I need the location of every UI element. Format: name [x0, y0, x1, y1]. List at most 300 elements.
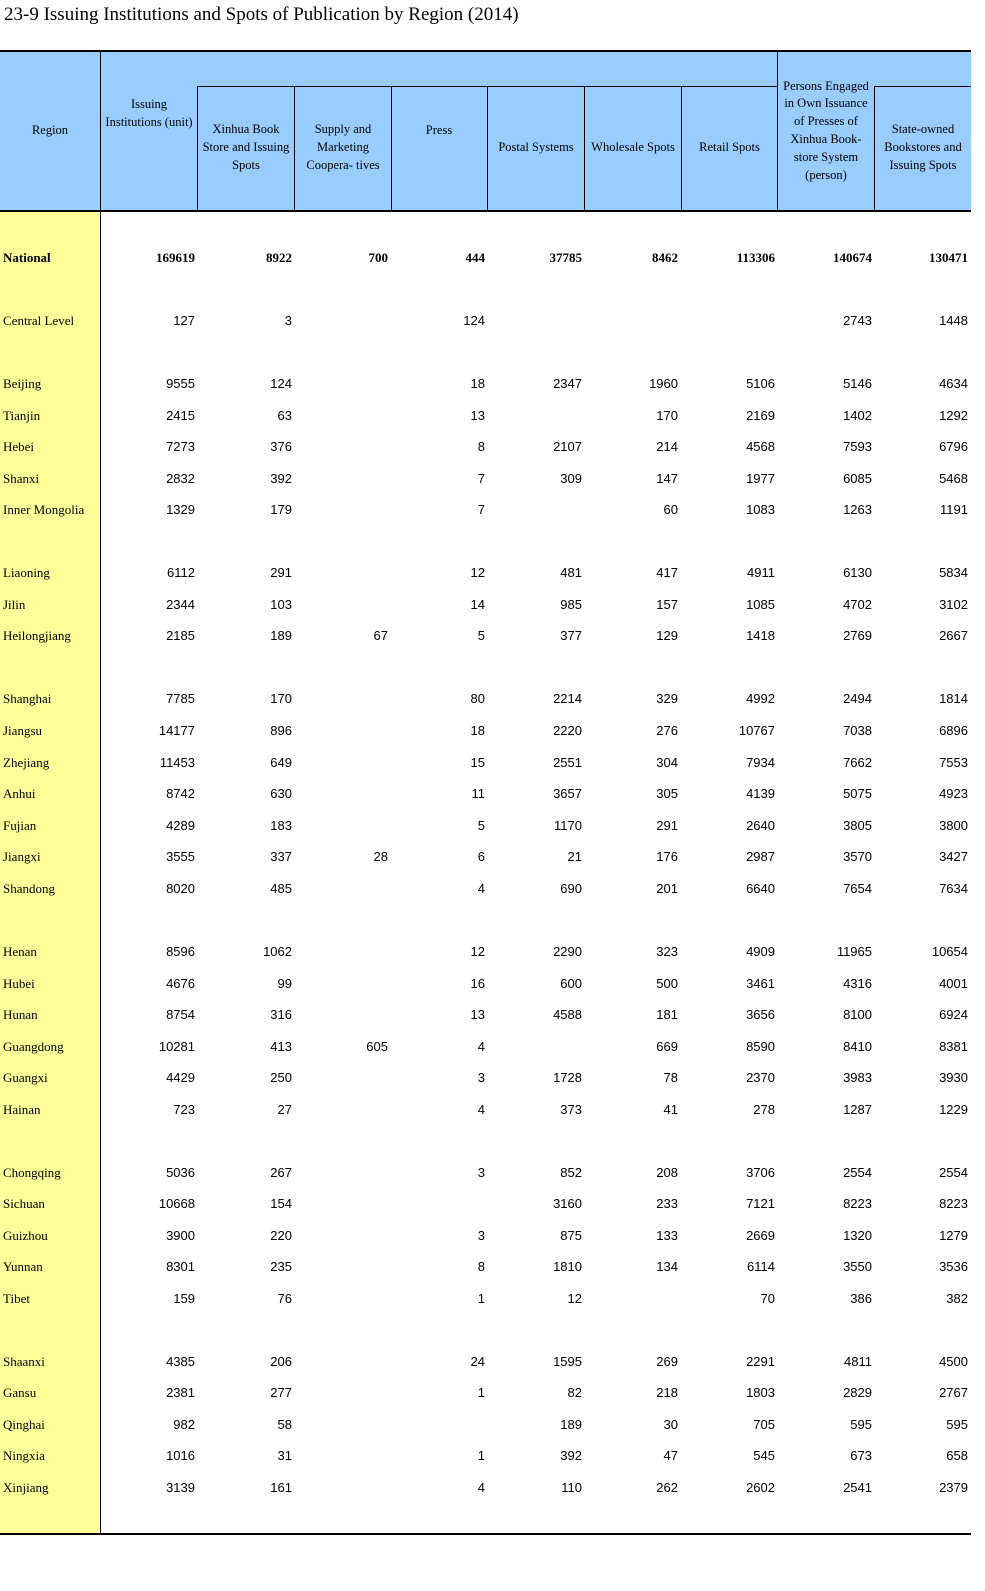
- cell-xinhua: 896: [270, 723, 292, 738]
- cell-retail: 705: [753, 1417, 775, 1432]
- cell-xinhua: 316: [270, 1007, 292, 1022]
- table-row: [0, 1354, 971, 1374]
- cell-press: 8: [477, 439, 485, 454]
- cell-postal: 852: [560, 1165, 582, 1180]
- region-name: Anhui: [3, 786, 36, 801]
- cell-wholesale: 276: [656, 723, 678, 738]
- cell-wholesale: 157: [656, 597, 678, 612]
- region-name: Hubei: [3, 976, 35, 991]
- cell-xinhua: 1062: [263, 944, 292, 959]
- region-name: Guangxi: [3, 1070, 48, 1085]
- region-name: Central Level: [3, 313, 75, 328]
- cell-persons: 1263: [843, 502, 872, 517]
- cell-issuing: 2381: [166, 1385, 195, 1400]
- cell-press: 3: [477, 1228, 485, 1243]
- cell-retail: 545: [753, 1448, 775, 1463]
- cell-press: 5: [477, 818, 485, 833]
- cell-wholesale: 262: [656, 1480, 678, 1495]
- cell-press: 444: [465, 250, 485, 265]
- cell-issuing: 5036: [166, 1165, 195, 1180]
- cell-state: 2667: [939, 628, 968, 643]
- table-row: [0, 1070, 971, 1090]
- region-name: Jiangsu: [3, 723, 42, 738]
- cell-retail: 7934: [746, 755, 775, 770]
- cell-wholesale: 233: [656, 1196, 678, 1211]
- cell-persons: 8410: [843, 1039, 872, 1054]
- region-name: Hainan: [3, 1102, 41, 1117]
- cell-press: 15: [470, 755, 485, 770]
- cell-state: 1279: [939, 1228, 968, 1243]
- cell-state: 7553: [939, 755, 968, 770]
- cell-issuing: 7273: [166, 439, 195, 454]
- header-bottom-border: [0, 210, 971, 212]
- cell-wholesale: 329: [656, 691, 678, 706]
- cell-retail: 3461: [746, 976, 775, 991]
- cell-state: 1292: [939, 408, 968, 423]
- cell-retail: 113306: [736, 250, 775, 265]
- cell-retail: 5106: [746, 376, 775, 391]
- table-row: [0, 1196, 971, 1216]
- table-row: [0, 408, 971, 428]
- cell-persons: 7593: [843, 439, 872, 454]
- cell-retail: 278: [753, 1102, 775, 1117]
- cell-issuing: 3900: [166, 1228, 195, 1243]
- cell-wholesale: 41: [663, 1102, 678, 1117]
- header-divider: [681, 86, 682, 210]
- cell-issuing: 127: [173, 313, 195, 328]
- region-name: Heilongjiang: [3, 628, 71, 643]
- cell-postal: 2107: [553, 439, 582, 454]
- cell-xinhua: 250: [270, 1070, 292, 1085]
- cell-state: 6924: [939, 1007, 968, 1022]
- cell-state: 5834: [939, 565, 968, 580]
- cell-postal: 481: [560, 565, 582, 580]
- cell-wholesale: 134: [656, 1259, 678, 1274]
- cell-issuing: 8742: [166, 786, 195, 801]
- cell-state: 382: [946, 1291, 968, 1306]
- cell-xinhua: 392: [270, 471, 292, 486]
- cell-persons: 8223: [843, 1196, 872, 1211]
- cell-state: 1229: [939, 1102, 968, 1117]
- cell-press: 124: [463, 313, 485, 328]
- region-name: Xinjiang: [3, 1480, 49, 1495]
- cell-supply: 67: [373, 628, 388, 643]
- header-divider: [197, 86, 198, 210]
- cell-wholesale: 176: [656, 849, 678, 864]
- table-row: [0, 723, 971, 743]
- region-name: Shandong: [3, 881, 55, 896]
- cell-press: 11: [471, 786, 485, 801]
- cell-state: 4500: [939, 1354, 968, 1369]
- cell-persons: 3983: [843, 1070, 872, 1085]
- cell-press: 13: [470, 408, 485, 423]
- cell-wholesale: 218: [656, 1385, 678, 1400]
- region-name: Chongqing: [3, 1165, 61, 1180]
- region-name: Shaanxi: [3, 1354, 45, 1369]
- cell-wholesale: 147: [656, 471, 678, 486]
- cell-issuing: 8020: [166, 881, 195, 896]
- cell-issuing: 2832: [166, 471, 195, 486]
- table-row: [0, 786, 971, 806]
- table-row: [0, 628, 971, 648]
- cell-retail: 4139: [746, 786, 775, 801]
- cell-issuing: 1329: [166, 502, 195, 517]
- cell-supply: 700: [368, 250, 388, 265]
- cell-wholesale: 304: [656, 755, 678, 770]
- cell-xinhua: 99: [277, 976, 292, 991]
- cell-xinhua: 124: [270, 376, 292, 391]
- cell-persons: 386: [850, 1291, 872, 1306]
- cell-state: 3536: [939, 1259, 968, 1274]
- cell-persons: 11965: [836, 944, 872, 959]
- header-press: Press: [425, 123, 453, 138]
- region-name: Guizhou: [3, 1228, 48, 1243]
- cell-wholesale: 500: [656, 976, 678, 991]
- cell-persons: 6085: [843, 471, 872, 486]
- cell-press: 3: [477, 1165, 485, 1180]
- cell-issuing: 4385: [166, 1354, 195, 1369]
- cell-xinhua: 337: [270, 849, 292, 864]
- cell-state: 595: [946, 1417, 968, 1432]
- header-xinhua: Xinhua Book Store and Issuing Spots: [202, 122, 290, 172]
- cell-persons: 2743: [843, 313, 872, 328]
- header-divider: [391, 86, 392, 210]
- cell-wholesale: 669: [656, 1039, 678, 1054]
- cell-state: 7634: [939, 881, 968, 896]
- cell-press: 14: [470, 597, 485, 612]
- table-row: [0, 1228, 971, 1248]
- cell-wholesale: 47: [663, 1448, 678, 1463]
- cell-issuing: 982: [173, 1417, 195, 1432]
- table-row: [0, 1007, 971, 1027]
- table-row: [0, 1480, 971, 1500]
- cell-issuing: 159: [173, 1291, 195, 1306]
- cell-issuing: 723: [173, 1102, 195, 1117]
- cell-press: 18: [470, 723, 485, 738]
- cell-state: 8223: [939, 1196, 968, 1211]
- cell-press: 4: [477, 881, 485, 896]
- cell-issuing: 14177: [158, 723, 195, 738]
- cell-xinhua: 31: [277, 1448, 292, 1463]
- table-row: [0, 439, 971, 459]
- cell-postal: 2220: [553, 723, 582, 738]
- cell-issuing: 2185: [166, 628, 195, 643]
- table-row: [0, 1259, 971, 1279]
- cell-issuing: 10668: [158, 1196, 195, 1211]
- cell-state: 2379: [939, 1480, 968, 1495]
- cell-xinhua: 235: [270, 1259, 292, 1274]
- cell-postal: 1170: [554, 818, 582, 833]
- cell-xinhua: 154: [270, 1196, 292, 1211]
- region-name: Shanghai: [3, 691, 52, 706]
- cell-press: 1: [477, 1448, 485, 1463]
- cell-state: 3930: [939, 1070, 968, 1085]
- cell-retail: 2291: [746, 1354, 775, 1369]
- cell-press: 6: [477, 849, 485, 864]
- cell-state: 1814: [939, 691, 968, 706]
- region-name: Yunnan: [3, 1259, 43, 1274]
- cell-postal: 1728: [553, 1070, 582, 1085]
- cell-retail: 10767: [738, 723, 775, 738]
- cell-issuing: 8754: [166, 1007, 195, 1022]
- cell-issuing: 10281: [158, 1039, 195, 1054]
- cell-press: 4: [477, 1102, 485, 1117]
- region-name: Hebei: [3, 439, 35, 454]
- cell-retail: 4909: [746, 944, 775, 959]
- cell-wholesale: 208: [656, 1165, 678, 1180]
- cell-persons: 3570: [843, 849, 872, 864]
- cell-wholesale: 291: [656, 818, 678, 833]
- header-divider: [584, 86, 585, 210]
- cell-xinhua: 649: [270, 755, 292, 770]
- cell-xinhua: 277: [270, 1385, 292, 1400]
- cell-retail: 2669: [746, 1228, 775, 1243]
- cell-issuing: 4676: [166, 976, 195, 991]
- cell-press: 4: [477, 1039, 485, 1054]
- table-row: [0, 471, 971, 491]
- cell-press: 5: [477, 628, 485, 643]
- cell-issuing: 8301: [166, 1259, 195, 1274]
- cell-persons: 7038: [843, 723, 872, 738]
- cell-xinhua: 170: [270, 691, 292, 706]
- region-name: Tibet: [3, 1291, 30, 1306]
- cell-supply: 28: [373, 849, 388, 864]
- cell-persons: 140674: [833, 250, 872, 265]
- cell-retail: 1977: [746, 471, 775, 486]
- region-name: Gansu: [3, 1385, 37, 1400]
- cell-retail: 2602: [746, 1480, 775, 1495]
- cell-state: 3427: [939, 849, 968, 864]
- cell-postal: 37785: [549, 250, 582, 265]
- cell-press: 13: [470, 1007, 485, 1022]
- table-row: [0, 1291, 971, 1311]
- cell-issuing: 9555: [166, 376, 195, 391]
- cell-wholesale: 8462: [652, 250, 678, 265]
- region-name: Inner Mongolia: [3, 502, 85, 517]
- header-supply-marketing: Supply and Marketing Coopera- tives: [306, 122, 380, 172]
- table-row: [0, 502, 971, 522]
- header-persons-engaged: Persons Engaged in Own Issuance of Presses of Xinhua Book- store System (person): [783, 78, 869, 182]
- region-name: National: [3, 250, 51, 265]
- cell-xinhua: 376: [270, 439, 292, 454]
- cell-xinhua: 220: [270, 1228, 292, 1243]
- header-state-owned: State-owned Bookstores and Issuing Spots: [884, 122, 962, 172]
- cell-retail: 7121: [746, 1196, 775, 1211]
- cell-postal: 1810: [553, 1259, 582, 1274]
- region-name: Liaoning: [3, 565, 50, 580]
- cell-persons: 7654: [843, 881, 872, 896]
- cell-postal: 3160: [553, 1196, 582, 1211]
- cell-wholesale: 1960: [649, 376, 678, 391]
- cell-postal: 392: [560, 1448, 582, 1463]
- cell-state: 658: [946, 1448, 968, 1463]
- cell-press: 12: [470, 944, 485, 959]
- region-name: Zhejiang: [3, 755, 50, 770]
- cell-wholesale: 269: [656, 1354, 678, 1369]
- cell-press: 7: [477, 471, 485, 486]
- cell-wholesale: 214: [656, 439, 678, 454]
- cell-xinhua: 485: [270, 881, 292, 896]
- cell-wholesale: 133: [656, 1228, 678, 1243]
- region-name: Jiangxi: [3, 849, 41, 864]
- table-row: [0, 565, 971, 585]
- cell-retail: 4911: [747, 565, 775, 580]
- header-region: Region: [31, 123, 69, 138]
- cell-xinhua: 3: [284, 313, 292, 328]
- cell-press: 4: [477, 1480, 485, 1495]
- table-row: [0, 944, 971, 964]
- header-divider: [777, 52, 778, 210]
- cell-persons: 2554: [843, 1165, 872, 1180]
- cell-state: 2767: [939, 1385, 968, 1400]
- cell-xinhua: 58: [277, 1417, 292, 1432]
- cell-persons: 8100: [843, 1007, 872, 1022]
- cell-wholesale: 129: [656, 628, 678, 643]
- table-row: [0, 1039, 971, 1059]
- cell-press: 16: [470, 976, 485, 991]
- cell-state: 6896: [939, 723, 968, 738]
- cell-retail: 4568: [746, 439, 775, 454]
- cell-press: 8: [477, 1259, 485, 1274]
- cell-issuing: 4429: [166, 1070, 195, 1085]
- cell-persons: 2494: [843, 691, 872, 706]
- header-divider: [874, 86, 875, 210]
- cell-persons: 4811: [844, 1354, 872, 1369]
- cell-issuing: 169619: [156, 250, 195, 265]
- table-row: [0, 818, 971, 838]
- cell-postal: 4588: [553, 1007, 582, 1022]
- cell-postal: 690: [560, 881, 582, 896]
- cell-postal: 309: [560, 471, 582, 486]
- cell-wholesale: 305: [656, 786, 678, 801]
- cell-persons: 673: [850, 1448, 872, 1463]
- cell-wholesale: 30: [663, 1417, 678, 1432]
- cell-press: 80: [470, 691, 485, 706]
- cell-press: 7: [477, 502, 485, 517]
- cell-persons: 2769: [843, 628, 872, 643]
- cell-persons: 5075: [843, 786, 872, 801]
- cell-press: 12: [470, 565, 485, 580]
- table-row: [0, 1448, 971, 1468]
- table-row: [0, 1385, 971, 1405]
- cell-persons: 1320: [843, 1228, 872, 1243]
- cell-xinhua: 161: [270, 1480, 292, 1495]
- cell-postal: 875: [560, 1228, 582, 1243]
- cell-retail: 4992: [746, 691, 775, 706]
- header-wholesale: Wholesale Spots: [591, 140, 675, 155]
- region-name: Tianjin: [3, 408, 41, 423]
- cell-xinhua: 27: [277, 1102, 292, 1117]
- cell-postal: 21: [567, 849, 582, 864]
- cell-retail: 2370: [746, 1070, 775, 1085]
- cell-state: 3800: [939, 818, 968, 833]
- cell-retail: 70: [760, 1291, 775, 1306]
- cell-state: 10654: [931, 944, 968, 959]
- cell-persons: 4702: [843, 597, 872, 612]
- cell-wholesale: 181: [656, 1007, 678, 1022]
- cell-postal: 377: [560, 628, 582, 643]
- cell-press: 1: [477, 1291, 485, 1306]
- table-row: [0, 313, 971, 333]
- cell-issuing: 3555: [166, 849, 195, 864]
- cell-xinhua: 179: [270, 502, 292, 517]
- cell-postal: 110: [561, 1480, 582, 1495]
- cell-state: 3102: [939, 597, 968, 612]
- table-row: [0, 1102, 971, 1122]
- cell-postal: 985: [560, 597, 582, 612]
- cell-xinhua: 267: [270, 1165, 292, 1180]
- region-name: Qinghai: [3, 1417, 45, 1432]
- table-row: [0, 849, 971, 869]
- table-row: [0, 976, 971, 996]
- region-name: Sichuan: [3, 1196, 45, 1211]
- cell-retail: 1803: [746, 1385, 775, 1400]
- cell-state: 1448: [939, 313, 968, 328]
- cell-supply: 605: [366, 1039, 388, 1054]
- region-name: Ningxia: [3, 1448, 45, 1463]
- cell-xinhua: 206: [270, 1354, 292, 1369]
- cell-state: 130471: [929, 250, 968, 265]
- cell-persons: 595: [850, 1417, 872, 1432]
- cell-persons: 1402: [843, 408, 872, 423]
- region-name: Guangdong: [3, 1039, 64, 1054]
- cell-wholesale: 417: [656, 565, 678, 580]
- region-name: Shanxi: [3, 471, 40, 486]
- cell-persons: 3550: [843, 1259, 872, 1274]
- region-name: Hunan: [3, 1007, 38, 1022]
- cell-state: 4923: [939, 786, 968, 801]
- cell-retail: 1085: [746, 597, 775, 612]
- cell-state: 5468: [939, 471, 968, 486]
- region-name: Beijing: [3, 376, 42, 391]
- cell-issuing: 2344: [166, 597, 195, 612]
- cell-state: 4634: [939, 376, 968, 391]
- table-row: [0, 1165, 971, 1185]
- cell-xinhua: 291: [270, 565, 292, 580]
- cell-persons: 5146: [843, 376, 872, 391]
- cell-postal: 189: [560, 1417, 582, 1432]
- cell-issuing: 7785: [166, 691, 195, 706]
- cell-postal: 82: [567, 1385, 582, 1400]
- cell-postal: 12: [567, 1291, 582, 1306]
- cell-retail: 1418: [746, 628, 775, 643]
- header-postal: Postal Systems: [498, 140, 574, 155]
- cell-retail: 2640: [746, 818, 775, 833]
- region-name: Jilin: [3, 597, 26, 612]
- cell-state: 4001: [939, 976, 968, 991]
- cell-xinhua: 63: [277, 408, 292, 423]
- cell-issuing: 6112: [167, 565, 195, 580]
- page-title: 23-9 Issuing Institutions and Spots of Publication by Region (2014): [4, 4, 519, 25]
- cell-retail: 6640: [746, 881, 775, 896]
- region-name: Henan: [3, 944, 37, 959]
- cell-issuing: 11453: [159, 755, 195, 770]
- cell-press: 18: [470, 376, 485, 391]
- cell-postal: 1595: [553, 1354, 582, 1369]
- region-name: Fujian: [3, 818, 37, 833]
- cell-retail: 6114: [747, 1259, 775, 1274]
- table-row: [0, 881, 971, 901]
- cell-wholesale: 323: [656, 944, 678, 959]
- header-divider: [294, 86, 295, 210]
- cell-postal: 2290: [553, 944, 582, 959]
- table-row: [0, 376, 971, 396]
- cell-xinhua: 413: [270, 1039, 292, 1054]
- cell-wholesale: 201: [656, 881, 678, 896]
- cell-press: 24: [470, 1354, 485, 1369]
- cell-issuing: 8596: [166, 944, 195, 959]
- table-bottom-border: [0, 1533, 971, 1535]
